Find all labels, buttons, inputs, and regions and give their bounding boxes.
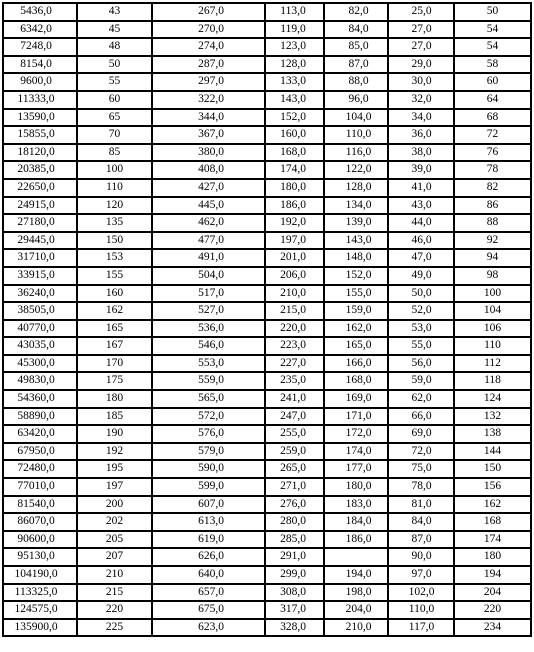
table-cell: 619,0 xyxy=(152,531,265,549)
table-cell: 367,0 xyxy=(152,126,265,144)
table-cell: 445,0 xyxy=(152,197,265,215)
table-cell: 76 xyxy=(454,144,531,162)
table-cell: 546,0 xyxy=(152,337,265,355)
table-cell: 322,0 xyxy=(152,91,265,109)
table-cell: 491,0 xyxy=(152,249,265,267)
table-cell: 44,0 xyxy=(388,214,454,232)
table-row xyxy=(3,496,531,514)
table-row xyxy=(3,56,531,74)
table-cell: 139,0 xyxy=(324,214,388,232)
table-cell: 328,0 xyxy=(265,619,324,637)
table-cell: 186,0 xyxy=(324,531,388,549)
table-row xyxy=(3,337,531,355)
table-cell: 271,0 xyxy=(265,478,324,496)
table-cell: 119,0 xyxy=(265,21,324,39)
table-cell: 128,0 xyxy=(265,56,324,74)
table-cell: 280,0 xyxy=(265,513,324,531)
table-cell: 30,0 xyxy=(388,73,454,91)
table-cell: 206,0 xyxy=(265,267,324,285)
table-cell: 50,0 xyxy=(388,285,454,303)
table-cell: 155,0 xyxy=(324,285,388,303)
table-row xyxy=(3,443,531,461)
table-cell: 579,0 xyxy=(152,443,265,461)
table-cell: 84,0 xyxy=(324,21,388,39)
table-cell: 344,0 xyxy=(152,109,265,127)
table-cell: 148,0 xyxy=(324,249,388,267)
table-cell: 65 xyxy=(77,109,152,127)
table-cell: 64 xyxy=(454,91,531,109)
table-cell: 194,0 xyxy=(324,566,388,584)
table-cell: 49,0 xyxy=(388,267,454,285)
table-cell: 68 xyxy=(454,109,531,127)
table-row xyxy=(3,3,531,21)
table-cell: 27180,0 xyxy=(3,214,77,232)
table-cell: 155 xyxy=(77,267,152,285)
table-cell xyxy=(324,548,388,566)
table-cell: 599,0 xyxy=(152,478,265,496)
table-cell: 170 xyxy=(77,355,152,373)
table-cell: 82,0 xyxy=(324,3,388,21)
table-cell: 197,0 xyxy=(265,232,324,250)
table-cell: 96,0 xyxy=(324,91,388,109)
table-cell: 118 xyxy=(454,372,531,390)
table-cell: 210,0 xyxy=(324,619,388,637)
table-row xyxy=(3,267,531,285)
table-cell: 77010,0 xyxy=(3,478,77,496)
table-cell: 204,0 xyxy=(324,601,388,619)
table-cell: 204 xyxy=(454,584,531,602)
table-cell: 54 xyxy=(454,21,531,39)
table-cell: 72480,0 xyxy=(3,460,77,478)
table-cell: 177,0 xyxy=(324,460,388,478)
table-cell: 143,0 xyxy=(265,91,324,109)
table-row xyxy=(3,460,531,478)
table-row xyxy=(3,619,531,637)
table-cell: 143,0 xyxy=(324,232,388,250)
table-cell: 215,0 xyxy=(265,302,324,320)
table-cell: 36,0 xyxy=(388,126,454,144)
table-cell: 43,0 xyxy=(388,197,454,215)
table-cell: 285,0 xyxy=(265,531,324,549)
table-cell: 174,0 xyxy=(324,443,388,461)
table-cell: 27,0 xyxy=(388,21,454,39)
table-cell: 123,0 xyxy=(265,38,324,56)
table-cell: 85,0 xyxy=(324,38,388,56)
table-cell: 205 xyxy=(77,531,152,549)
table-cell: 56,0 xyxy=(388,355,454,373)
table-cell: 67950,0 xyxy=(3,443,77,461)
table-cell: 54 xyxy=(454,38,531,56)
table-cell: 49830,0 xyxy=(3,372,77,390)
table-row xyxy=(3,249,531,267)
table-cell: 225 xyxy=(77,619,152,637)
table-row xyxy=(3,584,531,602)
table-cell: 185 xyxy=(77,408,152,426)
table-row xyxy=(3,73,531,91)
table-cell: 162,0 xyxy=(324,320,388,338)
table-cell: 223,0 xyxy=(265,337,324,355)
table-body xyxy=(3,3,531,636)
table-cell: 220 xyxy=(454,601,531,619)
table-cell: 124575,0 xyxy=(3,601,77,619)
table-cell: 47,0 xyxy=(388,249,454,267)
table-cell: 22650,0 xyxy=(3,179,77,197)
table-cell: 220,0 xyxy=(265,320,324,338)
table-cell: 58890,0 xyxy=(3,408,77,426)
table-cell: 52,0 xyxy=(388,302,454,320)
table-cell: 291,0 xyxy=(265,548,324,566)
table-row xyxy=(3,372,531,390)
table-cell: 90,0 xyxy=(388,548,454,566)
table-cell: 11333,0 xyxy=(3,91,77,109)
table-cell: 152,0 xyxy=(324,267,388,285)
table-cell: 175 xyxy=(77,372,152,390)
table-cell: 153 xyxy=(77,249,152,267)
table-cell: 82 xyxy=(454,179,531,197)
table-cell: 640,0 xyxy=(152,566,265,584)
table-cell: 45 xyxy=(77,21,152,39)
table-row xyxy=(3,531,531,549)
table-cell: 135 xyxy=(77,214,152,232)
table-cell: 88,0 xyxy=(324,73,388,91)
table-cell: 29,0 xyxy=(388,56,454,74)
table-cell: 200 xyxy=(77,496,152,514)
table-cell: 174 xyxy=(454,531,531,549)
table-cell: 104190,0 xyxy=(3,566,77,584)
table-cell: 168,0 xyxy=(324,372,388,390)
table-cell: 120 xyxy=(77,197,152,215)
table-cell: 97,0 xyxy=(388,566,454,584)
table-cell: 7248,0 xyxy=(3,38,77,56)
table-cell: 166,0 xyxy=(324,355,388,373)
table-cell: 144 xyxy=(454,443,531,461)
table-cell: 110 xyxy=(77,179,152,197)
table-cell: 168,0 xyxy=(265,144,324,162)
table-cell: 565,0 xyxy=(152,390,265,408)
table-row xyxy=(3,285,531,303)
table-cell: 559,0 xyxy=(152,372,265,390)
table-cell: 41,0 xyxy=(388,179,454,197)
table-cell: 210 xyxy=(77,566,152,584)
table-cell: 235,0 xyxy=(265,372,324,390)
table-container xyxy=(2,2,532,637)
table-cell: 162 xyxy=(454,496,531,514)
table-cell: 427,0 xyxy=(152,179,265,197)
table-cell: 113325,0 xyxy=(3,584,77,602)
table-cell: 168 xyxy=(454,513,531,531)
table-cell: 50 xyxy=(77,56,152,74)
table-cell: 207 xyxy=(77,548,152,566)
table-cell: 159,0 xyxy=(324,302,388,320)
table-cell: 95130,0 xyxy=(3,548,77,566)
table-row xyxy=(3,232,531,250)
table-cell: 124 xyxy=(454,390,531,408)
table-cell: 24915,0 xyxy=(3,197,77,215)
table-cell: 133,0 xyxy=(265,73,324,91)
table-cell: 69,0 xyxy=(388,425,454,443)
table-cell: 55 xyxy=(77,73,152,91)
table-cell: 15855,0 xyxy=(3,126,77,144)
table-cell: 60 xyxy=(454,73,531,91)
table-cell: 132 xyxy=(454,408,531,426)
table-cell: 380,0 xyxy=(152,144,265,162)
table-cell: 104,0 xyxy=(324,109,388,127)
table-row xyxy=(3,320,531,338)
table-cell: 106 xyxy=(454,320,531,338)
table-row xyxy=(3,21,531,39)
table-cell: 110 xyxy=(454,337,531,355)
table-cell: 34,0 xyxy=(388,109,454,127)
table-cell: 180,0 xyxy=(324,478,388,496)
table-cell: 48 xyxy=(77,38,152,56)
table-cell: 527,0 xyxy=(152,302,265,320)
table-cell: 138 xyxy=(454,425,531,443)
table-cell: 198,0 xyxy=(324,584,388,602)
table-cell: 75,0 xyxy=(388,460,454,478)
table-row xyxy=(3,408,531,426)
table-cell: 72,0 xyxy=(388,443,454,461)
table-cell: 183,0 xyxy=(324,496,388,514)
table-cell: 92 xyxy=(454,232,531,250)
table-cell: 408,0 xyxy=(152,161,265,179)
table-cell: 117,0 xyxy=(388,619,454,637)
table-row xyxy=(3,601,531,619)
table-cell: 62,0 xyxy=(388,390,454,408)
table-row xyxy=(3,144,531,162)
table-cell: 40770,0 xyxy=(3,320,77,338)
table-cell: 194 xyxy=(454,566,531,584)
table-cell: 59,0 xyxy=(388,372,454,390)
table-cell: 152,0 xyxy=(265,109,324,127)
table-cell: 39,0 xyxy=(388,161,454,179)
table-cell: 192 xyxy=(77,443,152,461)
table-cell: 297,0 xyxy=(152,73,265,91)
table-cell: 607,0 xyxy=(152,496,265,514)
table-cell: 31710,0 xyxy=(3,249,77,267)
table-cell: 102,0 xyxy=(388,584,454,602)
table-cell: 299,0 xyxy=(265,566,324,584)
table-cell: 192,0 xyxy=(265,214,324,232)
table-cell: 195 xyxy=(77,460,152,478)
table-cell: 50 xyxy=(454,3,531,21)
table-cell: 220 xyxy=(77,601,152,619)
table-cell: 94 xyxy=(454,249,531,267)
table-cell: 276,0 xyxy=(265,496,324,514)
table-cell: 162 xyxy=(77,302,152,320)
table-row xyxy=(3,161,531,179)
table-cell: 172,0 xyxy=(324,425,388,443)
table-cell: 55,0 xyxy=(388,337,454,355)
table-cell: 78,0 xyxy=(388,478,454,496)
table-cell: 122,0 xyxy=(324,161,388,179)
table-cell: 135900,0 xyxy=(3,619,77,637)
table-cell: 113,0 xyxy=(265,3,324,21)
data-table xyxy=(2,2,532,637)
table-cell: 165,0 xyxy=(324,337,388,355)
table-row xyxy=(3,425,531,443)
table-cell: 88 xyxy=(454,214,531,232)
table-cell: 308,0 xyxy=(265,584,324,602)
table-cell: 87,0 xyxy=(324,56,388,74)
table-cell: 32,0 xyxy=(388,91,454,109)
table-cell: 259,0 xyxy=(265,443,324,461)
table-cell: 110,0 xyxy=(324,126,388,144)
table-cell: 86070,0 xyxy=(3,513,77,531)
table-cell: 70 xyxy=(77,126,152,144)
table-cell: 190 xyxy=(77,425,152,443)
table-cell: 81540,0 xyxy=(3,496,77,514)
table-row xyxy=(3,548,531,566)
table-cell: 180 xyxy=(77,390,152,408)
table-cell: 270,0 xyxy=(152,21,265,39)
table-cell: 553,0 xyxy=(152,355,265,373)
table-cell: 85 xyxy=(77,144,152,162)
table-cell: 197 xyxy=(77,478,152,496)
table-cell: 25,0 xyxy=(388,3,454,21)
table-row xyxy=(3,566,531,584)
table-row xyxy=(3,355,531,373)
table-cell: 174,0 xyxy=(265,161,324,179)
table-cell: 36240,0 xyxy=(3,285,77,303)
table-row xyxy=(3,478,531,496)
table-cell: 104 xyxy=(454,302,531,320)
table-cell: 60 xyxy=(77,91,152,109)
table-cell: 156 xyxy=(454,478,531,496)
table-cell: 202 xyxy=(77,513,152,531)
table-row xyxy=(3,126,531,144)
table-cell: 210,0 xyxy=(265,285,324,303)
table-cell: 657,0 xyxy=(152,584,265,602)
table-cell: 87,0 xyxy=(388,531,454,549)
table-cell: 20385,0 xyxy=(3,161,77,179)
table-cell: 84,0 xyxy=(388,513,454,531)
table-cell: 5436,0 xyxy=(3,3,77,21)
table-cell: 180,0 xyxy=(265,179,324,197)
table-cell: 267,0 xyxy=(152,3,265,21)
table-cell: 54360,0 xyxy=(3,390,77,408)
table-cell: 33915,0 xyxy=(3,267,77,285)
table-cell: 86 xyxy=(454,197,531,215)
table-cell: 6342,0 xyxy=(3,21,77,39)
table-cell: 46,0 xyxy=(388,232,454,250)
table-cell: 227,0 xyxy=(265,355,324,373)
table-cell: 8154,0 xyxy=(3,56,77,74)
table-cell: 160 xyxy=(77,285,152,303)
table-cell: 623,0 xyxy=(152,619,265,637)
table-cell: 38505,0 xyxy=(3,302,77,320)
table-cell: 171,0 xyxy=(324,408,388,426)
table-cell: 58 xyxy=(454,56,531,74)
table-cell: 215 xyxy=(77,584,152,602)
table-cell: 78 xyxy=(454,161,531,179)
table-cell: 66,0 xyxy=(388,408,454,426)
table-cell: 53,0 xyxy=(388,320,454,338)
table-cell: 13590,0 xyxy=(3,109,77,127)
table-cell: 150 xyxy=(454,460,531,478)
table-cell: 98 xyxy=(454,267,531,285)
table-row xyxy=(3,197,531,215)
table-cell: 572,0 xyxy=(152,408,265,426)
table-cell: 38,0 xyxy=(388,144,454,162)
table-row xyxy=(3,390,531,408)
table-row xyxy=(3,179,531,197)
table-cell: 247,0 xyxy=(265,408,324,426)
table-row xyxy=(3,302,531,320)
table-cell: 112 xyxy=(454,355,531,373)
table-cell: 274,0 xyxy=(152,38,265,56)
table-cell: 201,0 xyxy=(265,249,324,267)
table-cell: 317,0 xyxy=(265,601,324,619)
table-cell: 576,0 xyxy=(152,425,265,443)
table-cell: 184,0 xyxy=(324,513,388,531)
table-cell: 186,0 xyxy=(265,197,324,215)
table-cell: 43035,0 xyxy=(3,337,77,355)
table-cell: 255,0 xyxy=(265,425,324,443)
table-cell: 462,0 xyxy=(152,214,265,232)
table-cell: 72 xyxy=(454,126,531,144)
table-row xyxy=(3,513,531,531)
table-cell: 100 xyxy=(454,285,531,303)
table-cell: 504,0 xyxy=(152,267,265,285)
table-cell: 43 xyxy=(77,3,152,21)
table-row xyxy=(3,38,531,56)
table-cell: 234 xyxy=(454,619,531,637)
table-cell: 536,0 xyxy=(152,320,265,338)
table-cell: 150 xyxy=(77,232,152,250)
table-cell: 613,0 xyxy=(152,513,265,531)
table-cell: 626,0 xyxy=(152,548,265,566)
table-cell: 29445,0 xyxy=(3,232,77,250)
table-cell: 134,0 xyxy=(324,197,388,215)
table-row xyxy=(3,109,531,127)
table-cell: 160,0 xyxy=(265,126,324,144)
table-cell: 241,0 xyxy=(265,390,324,408)
table-cell: 63420,0 xyxy=(3,425,77,443)
table-cell: 45300,0 xyxy=(3,355,77,373)
table-cell: 477,0 xyxy=(152,232,265,250)
table-cell: 27,0 xyxy=(388,38,454,56)
table-cell: 116,0 xyxy=(324,144,388,162)
table-row xyxy=(3,91,531,109)
table-cell: 100 xyxy=(77,161,152,179)
table-cell: 517,0 xyxy=(152,285,265,303)
table-cell: 110,0 xyxy=(388,601,454,619)
table-cell: 180 xyxy=(454,548,531,566)
table-cell: 18120,0 xyxy=(3,144,77,162)
table-cell: 590,0 xyxy=(152,460,265,478)
table-cell: 265,0 xyxy=(265,460,324,478)
table-cell: 165 xyxy=(77,320,152,338)
table-row xyxy=(3,214,531,232)
table-cell: 169,0 xyxy=(324,390,388,408)
table-cell: 81,0 xyxy=(388,496,454,514)
table-cell: 167 xyxy=(77,337,152,355)
table-cell: 675,0 xyxy=(152,601,265,619)
table-cell: 90600,0 xyxy=(3,531,77,549)
table-cell: 128,0 xyxy=(324,179,388,197)
table-cell: 9600,0 xyxy=(3,73,77,91)
table-cell: 287,0 xyxy=(152,56,265,74)
